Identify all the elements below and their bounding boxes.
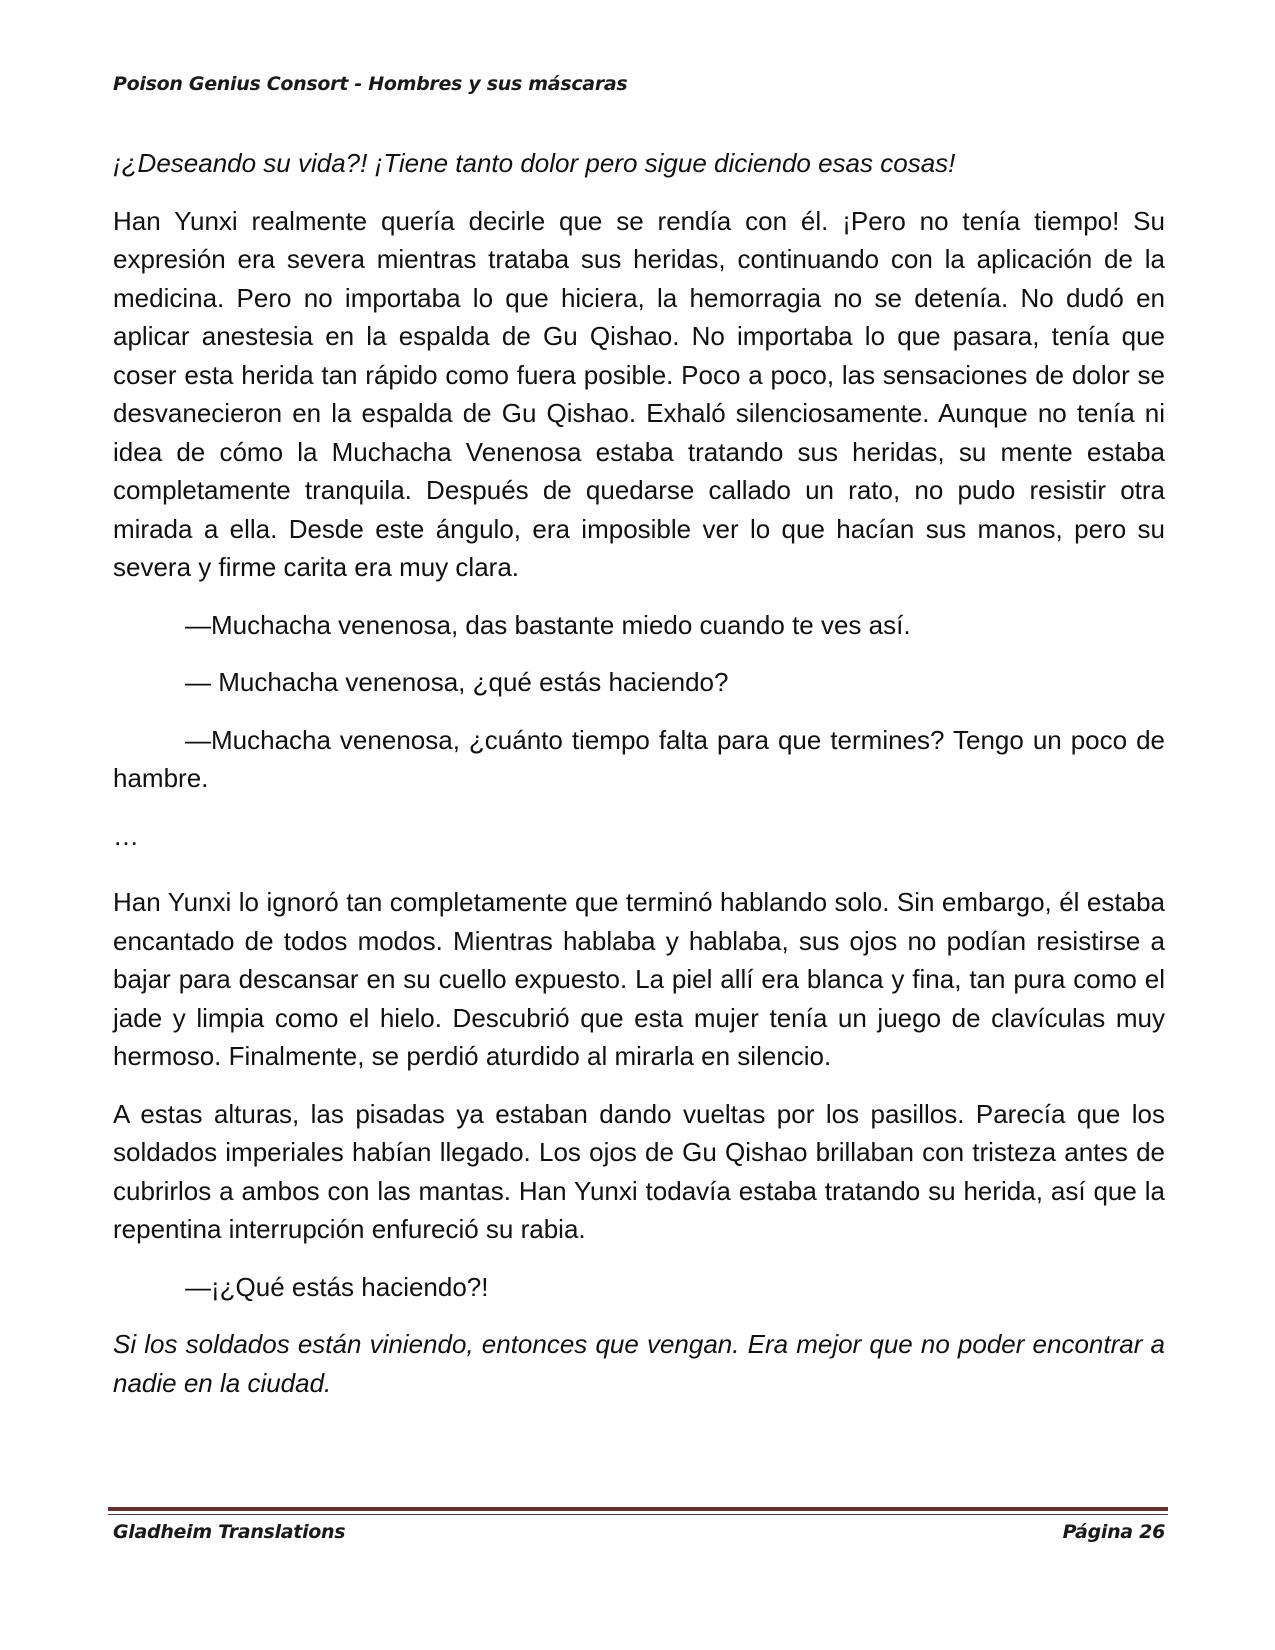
paragraph-thought: ¡¿Deseando su vida?! ¡Tiene tanto dolor pero sigue diciendo esas cosas! [113,148,956,178]
page-number: Página 26 [1062,1521,1165,1543]
paragraph-dialogue: —¡¿Qué estás haciendo?! [185,1271,489,1302]
paragraph-ellipsis: … [113,820,139,851]
running-header: Poison Genius Consort - Hombres y sus máscaras [113,73,628,95]
paragraph-narration: Han Yunxi lo ignoró tan completamente que terminó hablando solo. Sin embargo, él estaba encantado de todos modos. Mientras hablaba y hablaba, sus ojos no podían resistirse a bajar para descansar en su cuello expuesto. La piel allí era blanca y fina, tan pura como el jade y limpia como el hielo. Descubrió que esta mujer tenía un juego de clavículas muy hermoso. Finalmente, se perdió aturdido al mirarla en silencio. [113,887,1165,1071]
footer-divider-thin [108,1514,1168,1515]
paragraph-narration: A estas alturas, las pisadas ya estaban dando vueltas por los pasillos. Parecía que los soldados imperiales habían llegado. Los ojos de Gu Qishao brillaban con tristeza antes de cubrirlos a ambos con las mantas. Han Yunxi todavía estaba tratando su herida, así que la repentina interrupción enfureció su rabia. [113,1098,1165,1244]
paragraph-dialogue: — Muchacha venenosa, ¿qué estás haciendo? [185,667,729,697]
footer-publisher: Gladheim Translations [113,1521,346,1543]
page-body [113,144,1165,1421]
paragraph-narration: Han Yunxi realmente quería decirle que se rendía con él. ¡Pero no tenía tiempo! Su expresión era severa mientras trataba sus heridas, continuando con la aplicación de la medicina. Pero no importaba lo que hiciera, la hemorragia no se detenía. No dudó en aplicar anestesia en la espalda de Gu Qishao. No importaba lo que pasara, tenía que coser esta herida tan rápido como fuera posible. Poco a poco, las sensaciones de dolor se desvanecieron en la espalda de Gu Qishao. Exhaló silenciosamente. Aunque no tenía ni idea de cómo la Muchacha Venenosa estaba tratando sus heridas, su mente estaba completamente tranquila. Después de quedarse callado un rato, no pudo resistir otra mirada a ella. Desde este ángulo, era imposible ver lo que hacían sus manos, pero su severa y firme carita era muy clara. [113,205,1165,582]
footer-divider [108,1507,1168,1511]
paragraph-dialogue: —Muchacha venenosa, das bastante miedo cuando te ves así. [185,609,911,640]
paragraph-dialogue: —Muchacha venenosa, ¿cuánto tiempo falta para que termines? Tengo un poco de hambre. [113,724,1165,793]
paragraph-thought: Si los soldados están viniendo, entonces que vengan. Era mejor que no poder encontrar a nadie en la ciudad. [113,1329,1165,1398]
